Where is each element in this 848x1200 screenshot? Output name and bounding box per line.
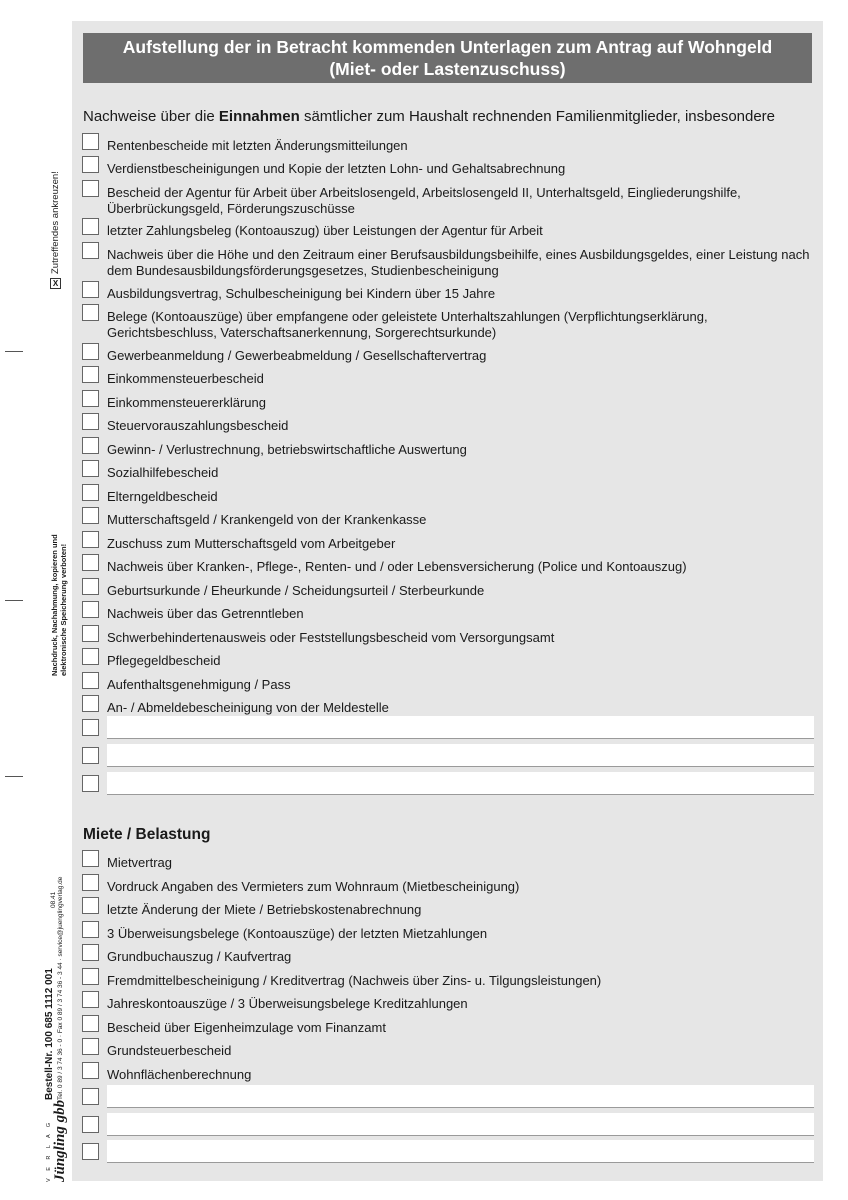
einnahmen-item-label: Nachweis über die Höhe und den Zeitraum einer Berufsausbildungsbeihilfe, eines Ausbildungsgeldes, einer Leistung nach dem Bundesausbildungsförderungsgesetzes, Studienbescheinigung	[107, 247, 810, 278]
copyright-line-1: Nachdruck, Nachahmung, kopieren und	[50, 534, 59, 676]
einnahmen-item-label: Pflegegeldbescheid	[107, 653, 221, 668]
einnahmen-checkbox[interactable]	[82, 366, 99, 383]
fold-mark-1	[5, 351, 23, 352]
einnahmen-checkbox[interactable]	[82, 180, 99, 197]
intro-prefix: Nachweise über die	[83, 108, 219, 125]
einnahmen-item-label: Aufenthaltsgenehmigung / Pass	[107, 677, 291, 692]
miete-checkbox[interactable]	[82, 1088, 99, 1105]
miete-blank-entry-field[interactable]	[107, 1140, 814, 1163]
miete-checkbox[interactable]	[82, 850, 99, 867]
einnahmen-item-label: Mutterschaftsgeld / Krankengeld von der Krankenkasse	[107, 512, 427, 527]
publisher-block	[46, 1100, 68, 1182]
einnahmen-item-label: Geburtsurkunde / Eheurkunde / Scheidungsurteil / Sterbeurkunde	[107, 583, 485, 598]
einnahmen-item-label: Steuervorauszahlungsbescheid	[107, 418, 289, 433]
form-title-line-2: (Miet- oder Lastenzuschuss)	[329, 59, 566, 79]
einnahmen-item-label: Rentenbescheide mit letzten Änderungsmitteilungen	[107, 138, 408, 153]
checked-box-icon: X	[50, 278, 61, 289]
einnahmen-checkbox[interactable]	[82, 601, 99, 618]
form-title	[83, 33, 812, 83]
einnahmen-item-label: Ausbildungsvertrag, Schulbescheinigung bei Kindern über 15 Jahre	[107, 286, 496, 301]
intro-bold: Einnahmen	[218, 108, 300, 125]
einnahmen-item-label: Schwerbehindertenausweis oder Feststellungsbescheid vom Versorgungsamt	[107, 630, 555, 645]
publisher-small: V E R L A G	[46, 1119, 52, 1182]
miete-item-label: 3 Überweisungsbelege (Kontoauszüge) der letzten Mietzahlungen	[107, 926, 488, 941]
einnahmen-checkbox[interactable]	[82, 554, 99, 571]
einnahmen-checkbox[interactable]	[82, 437, 99, 454]
einnahmen-checkbox[interactable]	[82, 507, 99, 524]
miete-blank-entry-field[interactable]	[107, 1113, 814, 1136]
einnahmen-checkbox[interactable]	[82, 343, 99, 360]
publisher-logo: Jüngling gbb	[52, 1099, 68, 1182]
miete-item-label: Grundbuchauszug / Kaufvertrag	[107, 949, 292, 964]
einnahmen-checkbox[interactable]	[82, 242, 99, 259]
einnahmen-item-label: Zuschuss zum Mutterschaftsgeld vom Arbeitgeber	[107, 536, 396, 551]
ankreuzen-note	[50, 171, 61, 289]
miete-blank-entry-field[interactable]	[107, 1085, 814, 1108]
einnahmen-checkbox[interactable]	[82, 719, 99, 736]
miete-checkbox[interactable]	[82, 968, 99, 985]
einnahmen-item-label: Einkommensteuerbescheid	[107, 371, 264, 386]
miete-checkbox[interactable]	[82, 1015, 99, 1032]
miete-item-label: letzte Änderung der Miete / Betriebskostenabrechnung	[107, 902, 422, 917]
miete-item-label: Bescheid über Eigenheimzulage vom Finanzamt	[107, 1020, 386, 1035]
miete-checkbox[interactable]	[82, 1038, 99, 1055]
edition-number: 08.41	[50, 891, 57, 908]
einnahmen-item-label: Gewerbeanmeldung / Gewerbeabmeldung / Gesellschaftervertrag	[107, 348, 487, 363]
einnahmen-blank-entry-field[interactable]	[107, 772, 814, 795]
einnahmen-checkbox[interactable]	[82, 578, 99, 595]
contact-line: Tel. 0 89 / 3 74 36 - 0 · Fax 0 89 / 3 74 36 - 3 44 · service@juenglingverlag.de	[57, 876, 64, 1100]
intro-suffix: sämtlicher zum Haushalt rechnenden Familienmitglieder, insbesondere	[299, 108, 776, 125]
ankreuzen-text: Zutreffendes ankreuzen!	[50, 171, 62, 274]
einnahmen-checkbox[interactable]	[82, 747, 99, 764]
miete-item-label: Grundsteuerbescheid	[107, 1043, 232, 1058]
fold-mark-3	[5, 776, 23, 777]
einnahmen-item-label: Nachweis über das Getrenntleben	[107, 606, 304, 621]
einnahmen-item-label: Gewinn- / Verlustrechnung, betriebswirtschaftliche Auswertung	[107, 442, 467, 457]
einnahmen-checkbox[interactable]	[82, 218, 99, 235]
einnahmen-item-label: Sozialhilfebescheid	[107, 465, 219, 480]
copyright-note	[50, 534, 68, 676]
miete-item-label: Wohnflächenberechnung	[107, 1067, 252, 1082]
miete-checkbox[interactable]	[82, 991, 99, 1008]
miete-section-title: Miete / Belastung	[83, 826, 211, 843]
einnahmen-checkbox[interactable]	[82, 775, 99, 792]
einnahmen-blank-entry-field[interactable]	[107, 744, 814, 767]
einnahmen-item-label: Belege (Kontoauszüge) über empfangene oder geleistete Unterhaltszahlungen (Verpflichtungserklärung, Gerichtsbeschluss, Vaterschaftsanerkennung, Sorgerechtsurkunde)	[107, 309, 708, 340]
miete-checkbox[interactable]	[82, 1143, 99, 1160]
einnahmen-item-label: Verdienstbescheinigungen und Kopie der letzten Lohn- und Gehaltsabrechnung	[107, 161, 566, 176]
einnahmen-checkbox[interactable]	[82, 413, 99, 430]
einnahmen-checkbox[interactable]	[82, 390, 99, 407]
einnahmen-checkbox[interactable]	[82, 304, 99, 321]
miete-checkbox[interactable]	[82, 944, 99, 961]
einnahmen-checkbox[interactable]	[82, 695, 99, 712]
miete-item-label: Fremdmittelbescheinigung / Kreditvertrag (Nachweis über Zins- u. Tilgungsleistungen)	[107, 973, 602, 988]
einnahmen-checkbox[interactable]	[82, 531, 99, 548]
einnahmen-intro	[83, 108, 775, 125]
miete-checkbox[interactable]	[82, 1062, 99, 1079]
einnahmen-item-label: Einkommensteuererklärung	[107, 395, 266, 410]
miete-checkbox[interactable]	[82, 1116, 99, 1133]
miete-item-label: Vordruck Angaben des Vermieters zum Wohnraum (Mietbescheinigung)	[107, 879, 520, 894]
einnahmen-item-label: letzter Zahlungsbeleg (Kontoauszug) über Leistungen der Agentur für Arbeit	[107, 223, 543, 238]
einnahmen-item-label: Bescheid der Agentur für Arbeit über Arbeitslosengeld, Arbeitslosengeld II, Unterhaltsgeld, Eingliederungshilfe, Überbrückungsgeld, Förderungszuschüsse	[107, 185, 741, 216]
order-number: Bestell-Nr. 100 685 1112 001	[44, 968, 55, 1100]
einnahmen-blank-entry-field[interactable]	[107, 716, 814, 739]
fold-mark-2	[5, 600, 23, 601]
einnahmen-item-label: Nachweis über Kranken-, Pflege-, Renten- und / oder Lebensversicherung (Police und Kontoauszug)	[107, 559, 687, 574]
einnahmen-checkbox[interactable]	[82, 648, 99, 665]
einnahmen-checkbox[interactable]	[82, 133, 99, 150]
einnahmen-checkbox[interactable]	[82, 460, 99, 477]
einnahmen-checkbox[interactable]	[82, 156, 99, 173]
einnahmen-item-label: Elterngeldbescheid	[107, 489, 218, 504]
einnahmen-checkbox[interactable]	[82, 484, 99, 501]
einnahmen-checkbox[interactable]	[82, 625, 99, 642]
miete-checkbox[interactable]	[82, 874, 99, 891]
copyright-line-2: elektronische Speicherung verboten!	[59, 543, 68, 676]
einnahmen-item-label: An- / Abmeldebescheinigung von der Meldestelle	[107, 700, 389, 715]
miete-checkbox[interactable]	[82, 921, 99, 938]
form-title-line-1: Aufstellung der in Betracht kommenden Unterlagen zum Antrag auf Wohngeld	[122, 37, 773, 57]
miete-item-label: Mietvertrag	[107, 855, 173, 870]
einnahmen-checkbox[interactable]	[82, 672, 99, 689]
einnahmen-checkbox[interactable]	[82, 281, 99, 298]
miete-checkbox[interactable]	[82, 897, 99, 914]
miete-item-label: Jahreskontoauszüge / 3 Überweisungsbelege Kreditzahlungen	[107, 996, 468, 1011]
